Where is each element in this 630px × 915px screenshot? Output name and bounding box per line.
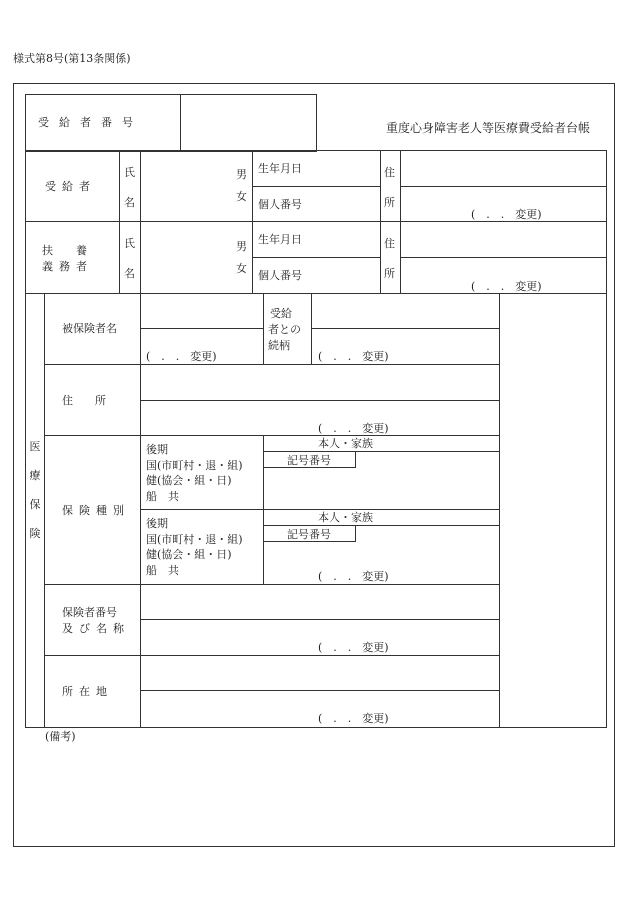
supporter-male[interactable]: 男 [236,240,247,253]
remarks-label: (備考) [45,730,76,743]
location-change: ( . . 変更) [318,712,389,725]
recipient-male[interactable]: 男 [236,168,247,181]
type2-option-2[interactable]: 国(市町村・退・組) [146,533,243,546]
location-label: 所在地 [62,685,113,698]
type2-option-1[interactable]: 後期 [146,517,168,530]
type1-option-4[interactable]: 船 共 [146,490,179,503]
recipient-dob-label: 生年月日 [258,162,302,175]
supporter-female[interactable]: 女 [236,262,247,275]
supporter-personal-no-label: 個人番号 [258,269,302,282]
form-title: 重度心身障害老人等医療費受給者台帳 [386,121,591,135]
recipient-personal-no-label: 個人番号 [258,198,302,211]
type1-option-3[interactable]: 健(協会・組・日) [146,474,232,487]
insured-name-change: ( . . 変更) [146,350,217,363]
type1-symbol-label: 記号番号 [287,454,331,467]
insurance-section-label: 医療保険 [29,440,41,540]
relation-label-3: 続柄 [268,339,290,352]
supporter-addr-char2: 所 [384,267,395,280]
recipient-name-input[interactable] [141,151,231,221]
relation-label-1: 受給 [270,307,292,320]
relation-label-2: 者との [268,323,301,336]
supporter-change-note: ( . . 変更) [471,280,542,293]
supporter-label-1: 扶 養 [42,244,93,257]
remarks-input[interactable] [26,745,606,840]
type1-symbol-input[interactable] [356,452,498,508]
recipient-name-char2: 名 [124,196,135,209]
form-number: 様式第8号(第13条関係) [13,52,131,65]
insurer-label-2: 及び名称 [62,622,130,635]
insured-name-label: 被保険者名 [62,322,117,335]
insurance-type-label: 保険種別 [62,504,130,517]
type2-symbol-label: 記号番号 [287,528,331,541]
supporter-name-input[interactable] [141,222,231,292]
type2-option-3[interactable]: 健(協会・組・日) [146,548,232,561]
recipient-number-label: 受給者番号 [38,116,143,129]
type2-symbol-input[interactable] [356,526,498,566]
recipient-change-note: ( . . 変更) [471,208,542,221]
insurance-address-change: ( . . 変更) [318,422,389,435]
insurer-label-1: 保険者番号 [62,606,117,619]
supporter-label-2: 義務者 [42,260,93,273]
supporter-name-char2: 名 [124,267,135,280]
type2-option-4[interactable]: 船 共 [146,564,179,577]
supporter-addr-char1: 住 [384,237,395,250]
insurer-change: ( . . 変更) [318,641,389,654]
recipient-name-char1: 氏 [124,166,135,179]
type2-holder-label[interactable]: 本人・家族 [318,511,373,524]
recipient-addr-char1: 住 [384,166,395,179]
recipient-label: 受給者 [45,180,96,193]
recipient-number-input[interactable] [181,95,315,150]
type2-change: ( . . 変更) [318,570,389,583]
relation-change: ( . . 変更) [318,350,389,363]
type1-option-2[interactable]: 国(市町村・退・組) [146,459,243,472]
supporter-dob-label: 生年月日 [258,233,302,246]
type1-holder-label[interactable]: 本人・家族 [318,437,373,450]
insurance-address-label: 住 所 [62,394,106,407]
type1-option-1[interactable]: 後期 [146,443,168,456]
recipient-addr-char2: 所 [384,196,395,209]
supporter-name-char1: 氏 [124,237,135,250]
recipient-female[interactable]: 女 [236,190,247,203]
